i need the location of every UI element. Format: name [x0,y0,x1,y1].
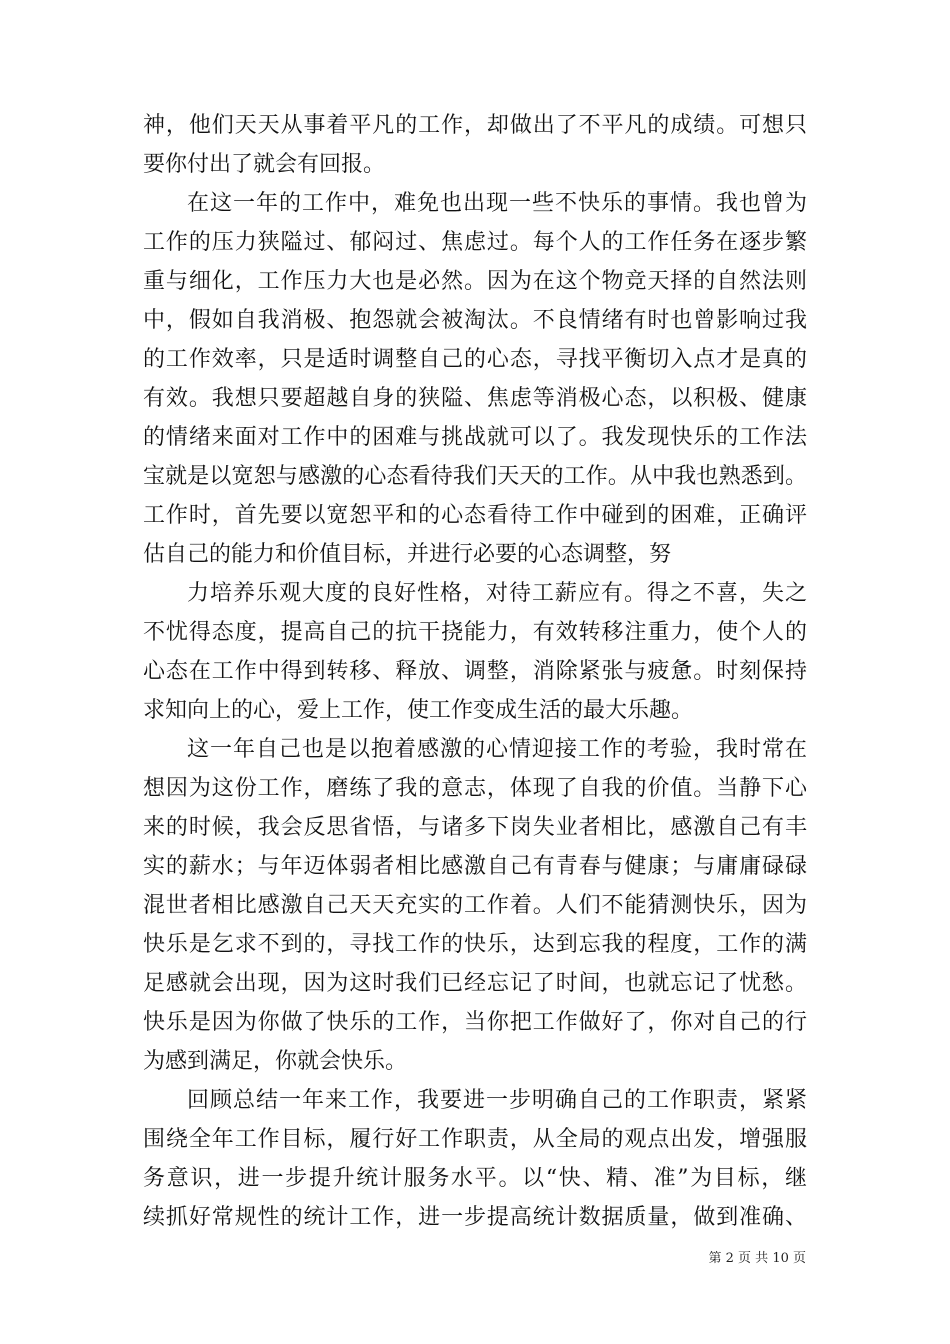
text-line: 快乐是乞求不到的，寻找工作的快乐，达到忘我的程度，工作的满 [143,932,807,957]
text-line: 心态在工作中得到转移、释放、调整，消除紧张与疲惫。时刻保持 [143,659,807,684]
text-line: 来的时候，我会反思省悟，与诸多下岗失业者相比，感激自己有丰 [143,815,807,840]
text-line: 重与细化，工作压力大也是必然。因为在这个物竞天择的自然法则 [143,269,807,294]
text-line: 围绕全年工作目标，履行好工作职责，从全局的观点出发，增强服 [143,1127,807,1152]
paragraph [143,1081,807,1237]
text-line: 这一年自己也是以抱着感激的心情迎接工作的考验，我时常在 [187,737,807,762]
text-line: 不忧得态度，提高自己的抗干挠能力，有效转移注重力，使个人的 [143,620,807,645]
text-line: 力培养乐观大度的良好性格，对待工薪应有。得之不喜，失之 [187,581,807,606]
paragraph [143,106,807,184]
text-line: 回顾总结一年来工作，我要进一步明确自己的工作职责，紧紧 [187,1088,807,1113]
text-line: 想因为这份工作，磨练了我的意志，体现了自我的价值。当静下心 [143,776,807,801]
text-line: 中，假如自我消极、抱怨就会被淘汰。不良情绪有时也曾影响过我 [143,308,807,333]
document-body [143,106,807,1237]
paragraph [143,574,807,730]
text-line: 工作的压力狭隘过、郁闷过、焦虑过。每个人的工作任务在逐步繁 [143,230,807,255]
text-line: 有效。我想只要超越自身的狭隘、焦虑等消极心态，以积极、健康 [143,386,807,411]
text-line: 实的薪水；与年迈体弱者相比感激自己有青春与健康；与庸庸碌碌 [143,854,807,879]
text-line: 在这一年的工作中，难免也出现一些不快乐的事情。我也曾为 [187,191,807,216]
paragraph [143,730,807,1081]
text-line: 要你付出了就会有回报。 [143,152,386,177]
text-line: 快乐是因为你做了快乐的工作，当你把工作做好了，你对自己的行 [143,1010,807,1035]
page-number-footer: 第 2 页 共 10 页 [708,1251,806,1266]
text-line: 足感就会出现，因为这时我们已经忘记了时间，也就忘记了忧愁。 [143,971,807,996]
text-line: 神，他们天天从事着平凡的工作，却做出了不平凡的成绩。可想只 [143,113,807,138]
text-line: 混世者相比感激自己天天充实的工作着。人们不能猜测快乐，因为 [143,893,807,918]
text-line: 续抓好常规性的统计工作，进一步提高统计数据质量，做到准确、 [143,1205,807,1230]
paragraph [143,184,807,574]
text-line: 务意识，进一步提升统计服务水平。以“快、精、准”为目标，继 [143,1166,807,1191]
text-line: 的情绪来面对工作中的困难与挑战就可以了。我发现快乐的工作法 [143,425,807,450]
text-line: 工作时，首先要以宽恕平和的心态看待工作中碰到的困难，正确评 [143,503,807,528]
text-line: 为感到满足，你就会快乐。 [143,1049,408,1074]
text-line: 求知向上的心，爱上工作，使工作变成生活的最大乐趣。 [143,698,694,723]
text-line: 估自己的能力和价值目标，并进行必要的心态调整，努 [143,542,672,567]
text-line: 宝就是以宽恕与感激的心态看待我们天天的工作。从中我也熟悉到。 [143,464,807,489]
text-line: 的工作效率，只是适时调整自己的心态，寻找平衡切入点才是真的 [143,347,807,372]
